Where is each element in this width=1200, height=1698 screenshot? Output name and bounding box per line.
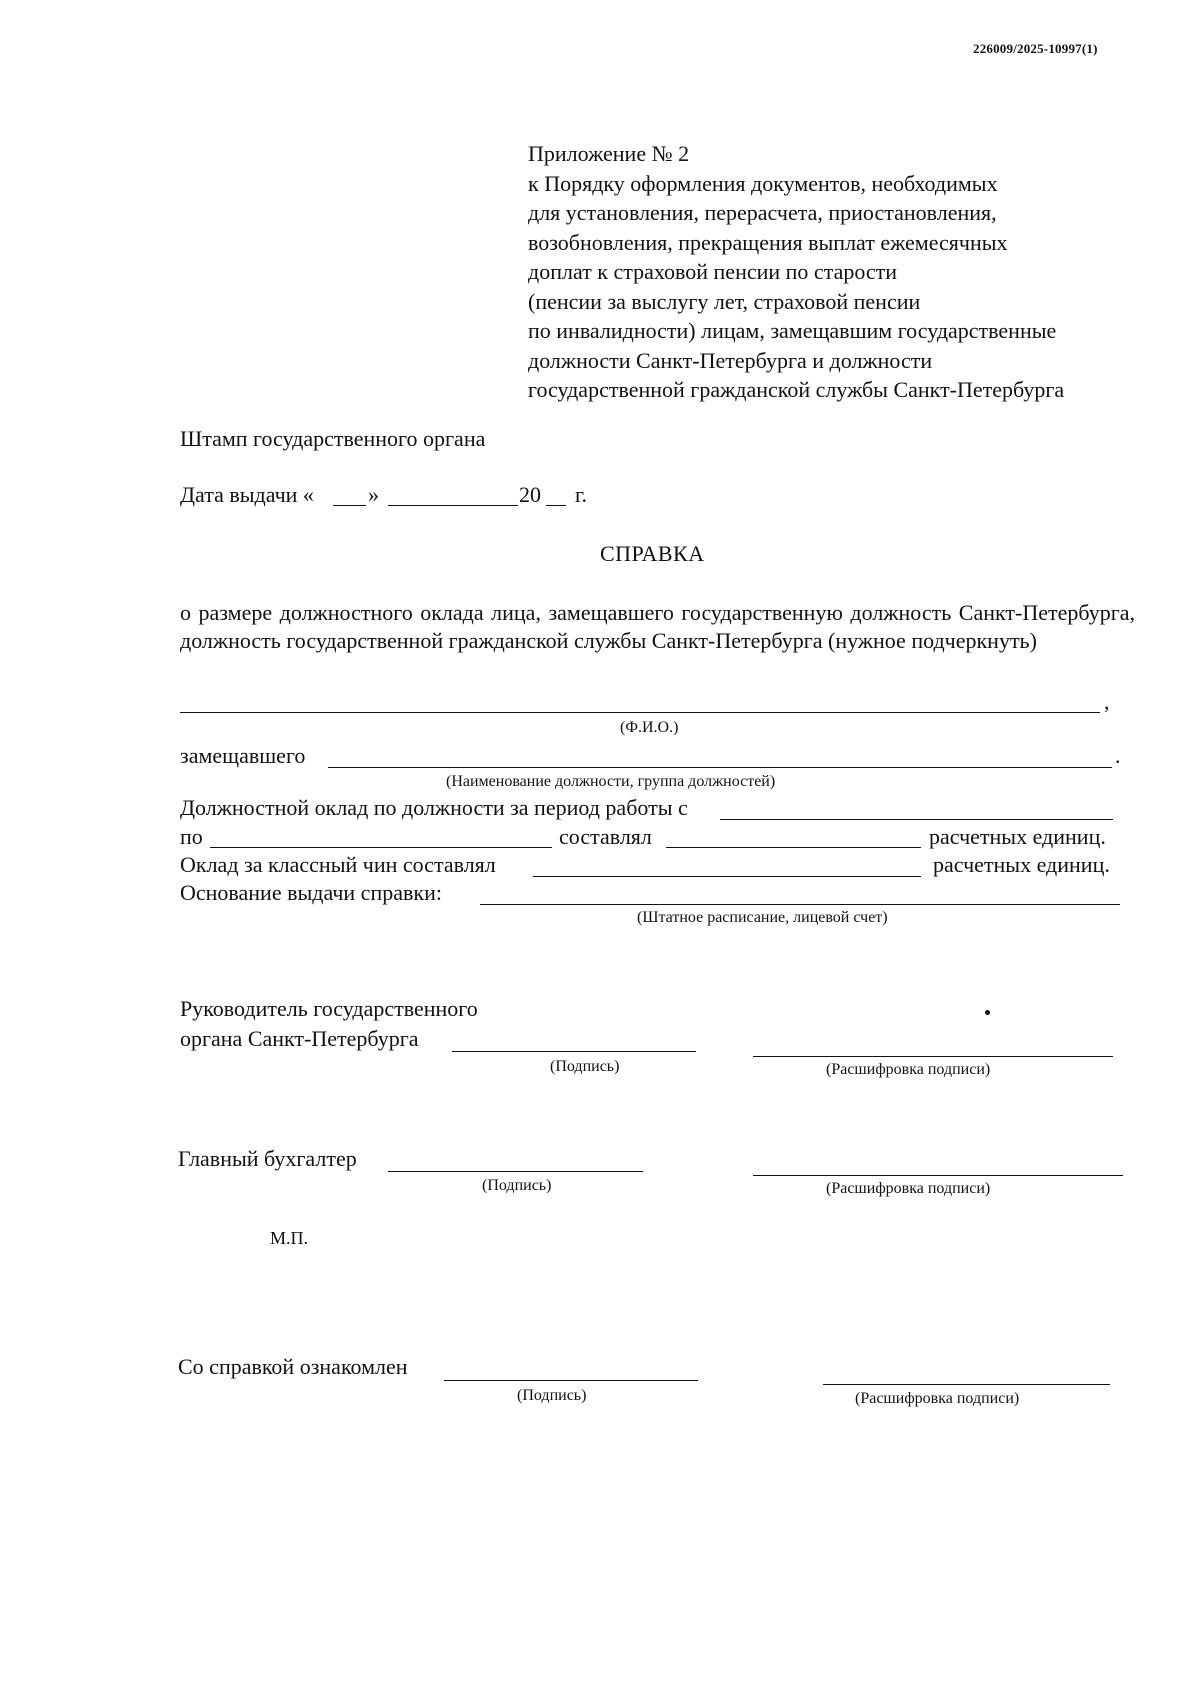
- issue-year-suffix: г.: [575, 482, 588, 507]
- salary-period-from-field[interactable]: [720, 819, 1113, 820]
- appendix-line: доплат к страховой пенсии по старости: [528, 259, 898, 284]
- acquainted-signature-caption: (Подпись): [517, 1387, 587, 1404]
- head-title-line2: органа Санкт-Петербурга: [180, 1026, 419, 1051]
- head-signature-caption: (Подпись): [550, 1058, 620, 1075]
- appendix-line: возобновления, прекращения выплат ежемесячных: [528, 229, 1008, 255]
- basis-field[interactable]: [480, 904, 1120, 905]
- basis-label: Основание выдачи справки:: [180, 880, 442, 905]
- accountant-label: Главный бухгалтер: [178, 1146, 357, 1171]
- head-signature-field[interactable]: [452, 1051, 696, 1052]
- seal-label: М.П.: [270, 1228, 309, 1248]
- issue-month-field[interactable]: [388, 505, 518, 506]
- document-number: 226009/2025-10997(1): [973, 41, 1098, 56]
- fio-field[interactable]: [180, 712, 1100, 713]
- rank-salary-field[interactable]: [533, 876, 921, 877]
- fio-comma: ,: [1104, 689, 1110, 714]
- appendix-line: по инвалидности) лицам, замещавшим государственные: [528, 318, 1057, 343]
- scan-dot: [985, 1010, 990, 1015]
- acquainted-signature-field[interactable]: [444, 1380, 698, 1381]
- acquainted-label: Со справкой ознакомлен: [178, 1354, 408, 1379]
- salary-units: расчетных единиц.: [929, 824, 1106, 849]
- position-caption: (Наименование должности, группа должностей): [446, 773, 776, 790]
- position-dot: .: [1115, 743, 1121, 768]
- accountant-signature-decode-field[interactable]: [753, 1175, 1123, 1176]
- acquainted-signature-decode-caption: (Расшифровка подписи): [855, 1390, 1020, 1407]
- head-signature-decode-caption: (Расшифровка подписи): [826, 1061, 991, 1078]
- issue-year-prefix: 20: [519, 482, 541, 507]
- rank-salary-units: расчетных единиц.: [933, 852, 1110, 877]
- head-title-line1: Руководитель государственного: [180, 996, 478, 1021]
- issue-date-label: Дата выдачи «: [180, 482, 314, 507]
- subject-paragraph: о размере должностного оклада лица, замещавшего государственную должность Санкт-Петербурга, должность государственной гражданской службы Санкт-Петербурга (нужное подчеркнуть): [180, 600, 1135, 653]
- acquainted-signature-decode-field[interactable]: [823, 1384, 1110, 1385]
- appendix-line: для установления, перерасчета, приостановления,: [528, 200, 997, 225]
- appendix-line: к Порядку оформления документов, необходимых: [528, 170, 998, 196]
- salary-period-to-field[interactable]: [210, 847, 552, 848]
- head-signature-decode-field[interactable]: [753, 1056, 1113, 1057]
- document-title: СПРАВКА: [600, 541, 705, 566]
- appendix-line: государственной гражданской службы Санкт-Петербурга: [528, 377, 1065, 402]
- issue-day-field[interactable]: [333, 505, 366, 506]
- appendix-line: должности Санкт-Петербурга и должности: [528, 347, 933, 373]
- salary-amount-field[interactable]: [666, 847, 921, 848]
- issue-date-close-quote: »: [368, 482, 379, 507]
- appendix-line: (пенсии за выслугу лет, страховой пенсии: [528, 288, 921, 314]
- appendix-line: Приложение № 2: [528, 141, 690, 166]
- accountant-signature-caption: (Подпись): [482, 1177, 552, 1194]
- appendix-block: [528, 139, 1064, 405]
- fio-caption: (Ф.И.О.): [620, 719, 679, 736]
- rank-salary-label: Оклад за классный чин составлял: [180, 852, 496, 877]
- position-field[interactable]: [328, 767, 1112, 768]
- issue-year-field[interactable]: [546, 505, 566, 506]
- salary-was-label: составлял: [559, 824, 652, 849]
- position-label: замещавшего: [180, 743, 306, 768]
- basis-caption: (Штатное расписание, лицевой счет): [637, 909, 888, 926]
- salary-period-to-label: по: [180, 824, 203, 849]
- stamp-label: Штамп государственного органа: [180, 426, 486, 451]
- accountant-signature-field[interactable]: [388, 1171, 643, 1172]
- accountant-signature-decode-caption: (Расшифровка подписи): [826, 1180, 991, 1197]
- salary-period-label: Должностной оклад по должности за период работы с: [180, 795, 688, 820]
